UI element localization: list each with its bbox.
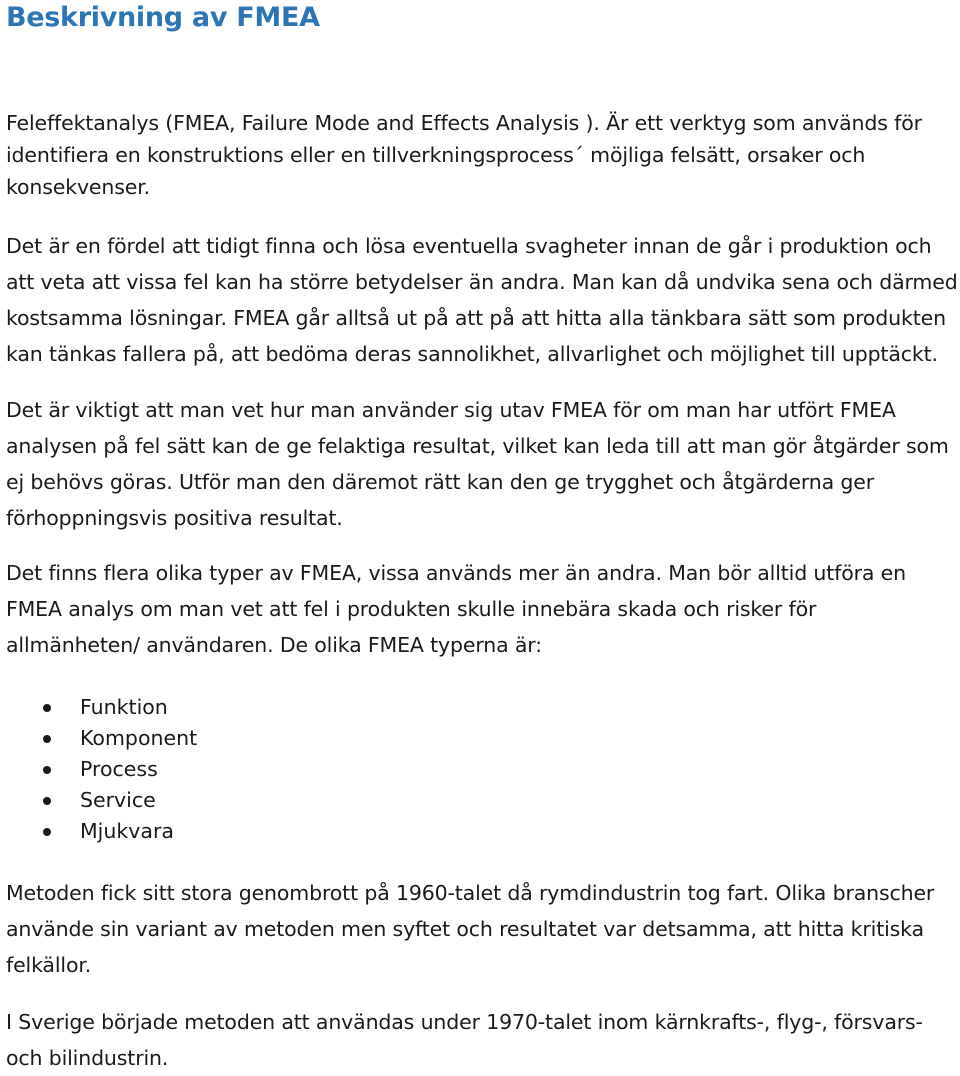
- bullet-icon: [43, 797, 51, 805]
- text-line: Metoden fick sitt stora genombrott på 1960-talet då rymdindustrin tog fart. Olika branscher: [6, 881, 935, 905]
- text-line: identifiera en konstruktions eller en tillverkningsprocess´ möjliga felsätt, orsaker och: [6, 143, 866, 167]
- text-line: I Sverige började metoden att användas under 1970-talet inom kärnkrafts-, flyg-, försvars-: [6, 1010, 923, 1034]
- text-line: Det är en fördel att tidigt finna och lösa eventuella svagheter innan de går i produktion och: [6, 234, 932, 258]
- list-item-label: Funktion: [80, 695, 168, 719]
- text-line: använde sin variant av metoden men syftet och resultatet var detsamma, att hitta kritiska: [6, 917, 924, 941]
- bullet-icon: [43, 704, 51, 712]
- list-item: [0, 692, 197, 723]
- list-item: [0, 816, 197, 847]
- page-title: Beskrivning av FMEA: [6, 2, 320, 33]
- text-line: felkällor.: [6, 953, 92, 977]
- list-item: [0, 754, 197, 785]
- text-line: förhoppningsvis positiva resultat.: [6, 506, 343, 530]
- bullet-icon: [43, 766, 51, 774]
- text-line: analysen på fel sätt kan de ge felaktiga resultat, vilket kan leda till att man gör åtgärder som: [6, 434, 949, 458]
- text-line: allmänheten/ användaren. De olika FMEA typerna är:: [6, 633, 542, 657]
- text-line: FMEA analys om man vet att fel i produkten skulle innebära skada och risker för: [6, 597, 817, 621]
- list-item-label: Komponent: [80, 726, 198, 750]
- fmea-types-list: [0, 692, 197, 847]
- text-line: att veta att vissa fel kan ha större betydelser än andra. Man kan då undvika sena och därmed: [6, 270, 958, 294]
- list-item: [0, 785, 197, 816]
- bullet-icon: [43, 828, 51, 836]
- paragraph-advantage: [6, 228, 958, 372]
- text-line: konsekvenser.: [6, 175, 150, 199]
- text-line: Det finns flera olika typer av FMEA, vissa används mer än andra. Man bör alltid utföra en: [6, 561, 906, 585]
- list-item-label: Service: [80, 788, 156, 812]
- paragraph-sweden: [6, 1004, 923, 1076]
- text-line: ej behövs göras. Utför man den däremot rätt kan den ge trygghet och åtgärderna ger: [6, 470, 875, 494]
- text-line: Det är viktigt att man vet hur man använder sig utav FMEA för om man har utfört FMEA: [6, 398, 896, 422]
- list-item-label: Mjukvara: [80, 819, 174, 843]
- paragraph-history: [6, 875, 934, 983]
- text-line: och bilindustrin.: [6, 1046, 169, 1070]
- list-item: [0, 723, 197, 754]
- list-item-label: Process: [80, 757, 158, 781]
- text-line: kan tänkas fallera på, att bedöma deras sannolikhet, allvarlighet och möjlighet till upptäckt.: [6, 342, 938, 366]
- paragraph-types-intro: [6, 555, 906, 663]
- text-line: Feleffektanalys (FMEA, Failure Mode and Effects Analysis ). Är ett verktyg som används för: [6, 111, 922, 135]
- intro-paragraph: [6, 107, 922, 203]
- text-line: kostsamma lösningar. FMEA går alltså ut på att på att hitta alla tänkbara sätt som produkten: [6, 306, 946, 330]
- bullet-icon: [43, 735, 51, 743]
- paragraph-usage: [6, 392, 949, 536]
